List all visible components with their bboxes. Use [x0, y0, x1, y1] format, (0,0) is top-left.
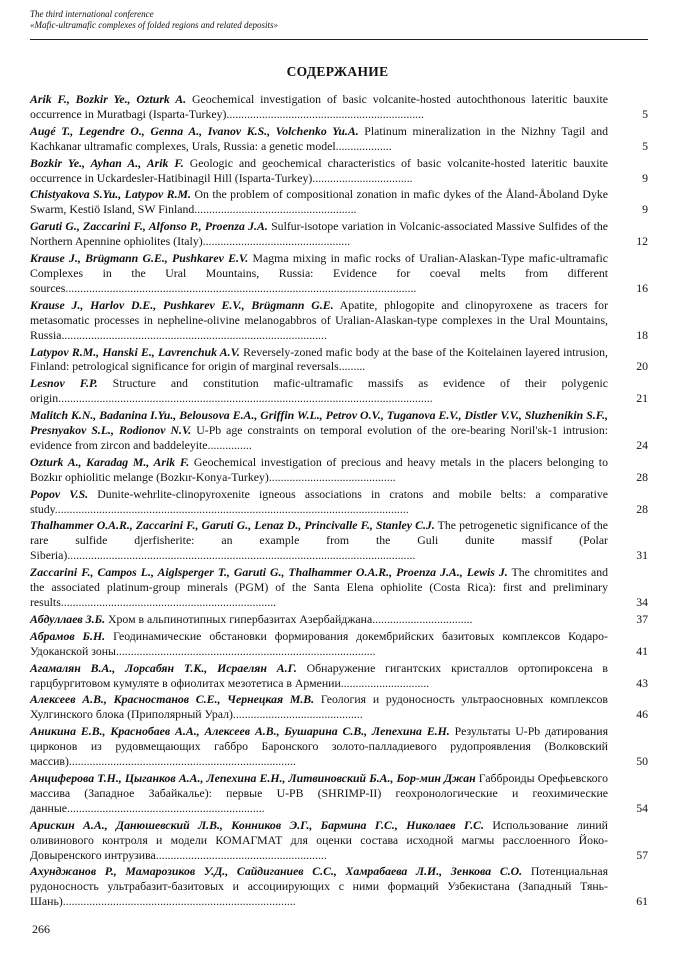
toc-entry-title: Геодинамические обстановки формирования докембрийских базитовых комплексов Кодаро-Удоканской зоны........................................................................................	[30, 628, 608, 658]
toc-entry-title: Sulfur-isotope variation in Volcanic-associated Massive Sulfides of the Northern Apennine ophiolites (Italy)..................................................	[30, 219, 608, 249]
toc-entry	[30, 251, 648, 296]
toc-entry-title: Dunite-wehrlite-clinopyroxenite igneous associations in cratons and mobile belts: a comparative study........................................................................................................................	[30, 486, 608, 516]
toc-entry	[30, 771, 648, 816]
toc-entry-page: 9	[642, 170, 648, 185]
toc-entry-page: 34	[636, 595, 648, 609]
toc-entry	[30, 818, 648, 863]
toc-entry-authors: Алексеев А.В., Красностанов С.Е., Чернецкая М.В.	[30, 692, 315, 707]
toc-entry	[30, 408, 648, 453]
toc-entry-title: Результаты U-Pb датирования цирконов из рудовмещающих габбро Баронского золото-палладиевого рудопроявления (Волковский массив).............................................................................	[30, 724, 608, 769]
toc-entry-authors: Chistyakova S.Yu., Latypov R.M.	[30, 187, 191, 202]
toc-entry-title: Геология и рудоносность ультраосновных комплексов Хулгинского блока (Приполярный Урал)............................................	[30, 692, 608, 722]
toc-entry-authors: Krause J., Brügmann G.E., Pushkarev E.V.	[30, 251, 249, 266]
toc-entry	[30, 487, 648, 517]
toc-entry-authors: Абрамов Б.Н.	[30, 628, 106, 643]
toc-entry	[30, 124, 648, 154]
toc-entry-page: 16	[636, 280, 648, 295]
toc-entry-page: 5	[642, 106, 648, 121]
table-of-contents	[30, 92, 648, 911]
header-divider	[30, 39, 648, 40]
toc-entry-authors: Bozkir Ye., Ayhan A., Arik F.	[30, 155, 184, 170]
toc-entry-authors: Арискин А.А., Данюшевский Л.В., Конников Э.Г., Бармина Г.С., Николаев Г.С.	[30, 817, 484, 832]
toc-entry	[30, 187, 648, 217]
toc-entry-title: Габброиды Орефьевского массива (Западное Забайкалье): первые U-PB (SHRIMP-II) геохронологические и геохимические данные...................................................................	[30, 770, 608, 815]
toc-entry-page: 28	[636, 501, 648, 516]
toc-entry-title: Platinum mineralization in the Nizhny Tagil and Kachkanar ultramafic complexes, Urals, Russia: a genetic model...................	[30, 123, 608, 153]
toc-entry-authors: Ozturk A., Karadag M., Arik F.	[30, 454, 190, 469]
toc-entry-title: On the problem of compositional zonation in mafic dykes of the Åland-Åboland Dyke Swarm, Kestiö Island, SW Finland.......................................................	[30, 187, 608, 217]
toc-entry-title: Magma mixing in mafic rocks of Uralian-Alaskan-Type mafic-ultramafic Complexes in the Ural Mountains, Russia: Evidence for coeval melts from different sources.......................................................................................................................	[30, 251, 608, 295]
toc-entry-page: 12	[636, 234, 648, 249]
toc-entry-title: The petrogenetic significance of the rare sulfide djerfisherite: an example from the Guli dunite massif (Polar Siberia)......................................................................................................................	[30, 518, 608, 563]
toc-entry	[30, 376, 648, 406]
toc-entry	[30, 661, 648, 691]
toc-entry	[30, 864, 648, 909]
toc-entry-title: Geochemical investigation of precious and heavy metals in the placers belonging to Bozkır ophiolitic melange (Bozkır-Konya-Turkey)...........................................	[30, 454, 608, 484]
toc-entry-title: Geochemical investigation of basic volcanite-hosted autochthonous lateritic bauxite occurrence in Muratbagi (Isparta-Turkey)...................................................................	[30, 92, 608, 121]
toc-entry	[30, 156, 648, 186]
toc-entry-authors: Augé T., Legendre O., Genna A., Ivanov K.S., Volchenko Yu.A.	[30, 123, 359, 138]
toc-entry	[30, 455, 648, 485]
toc-entry-page: 50	[636, 754, 648, 769]
toc-entry-title: The chromitites and the associated platinum-group minerals (PGM) of the Santa Elena ophiolite (Costa Rica): first and preliminary results.........................................................................	[30, 565, 608, 609]
toc-entry-page: 61	[636, 894, 648, 909]
toc-entry-authors: Latypov R.M., Hanski E., Lavrenchuk A.V.	[30, 344, 240, 359]
page-title: СОДЕРЖАНИЕ	[286, 64, 389, 79]
toc-entry-page: 46	[636, 707, 648, 722]
toc-entry-page: 24	[636, 437, 648, 452]
toc-entry-authors: Агамалян В.А., Лорсабян Т.К., Исраелян А.Г.	[30, 660, 297, 675]
toc-entry-authors: Garuti G., Zaccarini F., Alfonso P., Proenza J.A.	[30, 219, 268, 234]
toc-entry-authors: Ахунджанов Р., Мамарозиков У.Д., Сайдиганиев С.С., Хамрабаева Л.И., Зенкова С.О.	[30, 864, 523, 879]
toc-entry	[30, 565, 648, 610]
toc-entry	[30, 724, 648, 769]
toc-entry	[30, 692, 648, 722]
toc-entry	[30, 629, 648, 659]
toc-entry-page: 18	[636, 327, 648, 342]
toc-entry-title: Structure and constitution mafic-ultramafic massifs as evidence of their polygenic origin...............................................................................................................................	[30, 376, 609, 406]
toc-entry-page: 28	[636, 469, 648, 484]
toc-entry-page: 41	[636, 643, 648, 658]
toc-entry-title: Использование линий оливинового контроля и модели КОМАГМАТ для оценки состава исходной магмы расслоенного Йоко-Довыренского интрузива..........................................................	[30, 817, 608, 862]
toc-entry-authors: Krause J., Harlov D.E., Pushkarev E.V., Brügmann G.E.	[30, 297, 334, 312]
toc-entry-page: 54	[636, 800, 648, 815]
toc-entry-page: 31	[636, 548, 648, 563]
toc-entry	[30, 345, 648, 375]
running-header	[30, 9, 650, 31]
toc-entry	[30, 92, 648, 122]
toc-entry-page: 9	[642, 202, 648, 217]
toc-entry-page: 57	[636, 847, 648, 862]
toc-entry-authors: Zaccarini F., Campos L., Aiglsperger T., Garuti G., Thalhammer O.A.R., Proenza J.A., Lewis J.	[30, 565, 508, 580]
page-number: 266	[32, 922, 50, 936]
header-line-1: The third international conference	[30, 9, 154, 19]
toc-entry-authors: Анциферова Т.Н., Цыганков А.А., Лепехина Е.Н., Литвиновский Б.А., Бор-мин Джан	[30, 770, 476, 785]
toc-entry-page: 5	[642, 138, 648, 153]
toc-entry-title: U-Pb age constraints on temporal evolution of the ore-bearing Noril'sk-1 intrusion: evidence from zircon and baddeleyite...............	[30, 423, 608, 452]
toc-entry	[30, 298, 648, 343]
toc-entry-page: 37	[636, 611, 648, 626]
toc-entry	[30, 219, 648, 249]
toc-entry-page: 43	[636, 675, 648, 690]
toc-entry-title: Обнаружение гигантских кристаллов ортопироксена в гарцбургитовом кумуляте в офиолитах мезотетиса в Армении..............................	[30, 660, 608, 690]
toc-entry-authors: Lesnov F.P.	[30, 376, 98, 391]
toc-entry-title: Хром в альпинотипных гипербазитах Азербайджана..................................	[105, 611, 473, 626]
toc-entry-page: 21	[636, 391, 648, 406]
toc-entry-title: Apatite, phlogopite and clinopyroxene as tracers for metasomatic processes in nepheline-olivine melanogabbros of Uralian-Alaskan-type complexes in the Ural Mountains, Russia..........................................................................................	[30, 297, 608, 342]
toc-entry-authors: Popov V.S.	[30, 486, 89, 501]
toc-entry-authors: Аникина Е.В., Краснобаев А.А., Алексеев А.В., Бушарина С.В., Лепехина Е.Н.	[30, 724, 450, 739]
toc-entry-title: Reversely-zoned mafic body at the base of the Koitelainen layered intrusion, Finland: petrological significance for origin of marginal reversals.........	[30, 344, 609, 374]
toc-entry	[30, 518, 648, 563]
toc-entry-authors: Абдуллаев З.Б.	[30, 611, 106, 626]
toc-entry-authors: Malitch K.N., Badanina I.Yu., Belousova E.A., Griffin W.L., Petrov O.V., Tuganova E.V., Distler V.V., Sluzhenikin S.F., Presnyakov S.L., Rodionov N.V.	[30, 408, 608, 438]
toc-entry	[30, 612, 648, 627]
toc-entry-page: 20	[636, 359, 648, 374]
toc-entry-authors: Arik F., Bozkir Ye., Ozturk A.	[30, 92, 187, 106]
toc-entry-title: Geologic and geochemical characteristics of basic volcanite-hosted lateritic bauxite occurrence in Uckardesler-Hatibinagil Hill (Isparta-Turkey)..................................	[30, 155, 608, 185]
header-line-2: «Mafic-ultramafic complexes of folded regions and related deposits»	[30, 20, 279, 30]
toc-entry-authors: Thalhammer O.A.R., Zaccarini F., Garuti G., Lenaz D., Princivalle F., Stanley C.J.	[30, 518, 435, 533]
toc-entry-title: Потенциальная рудоносность ультрабазит-базитовых и ассоциирующих с ними формаций Узбекистана (Западный Тянь-Шань)...............................................................................	[30, 864, 608, 909]
